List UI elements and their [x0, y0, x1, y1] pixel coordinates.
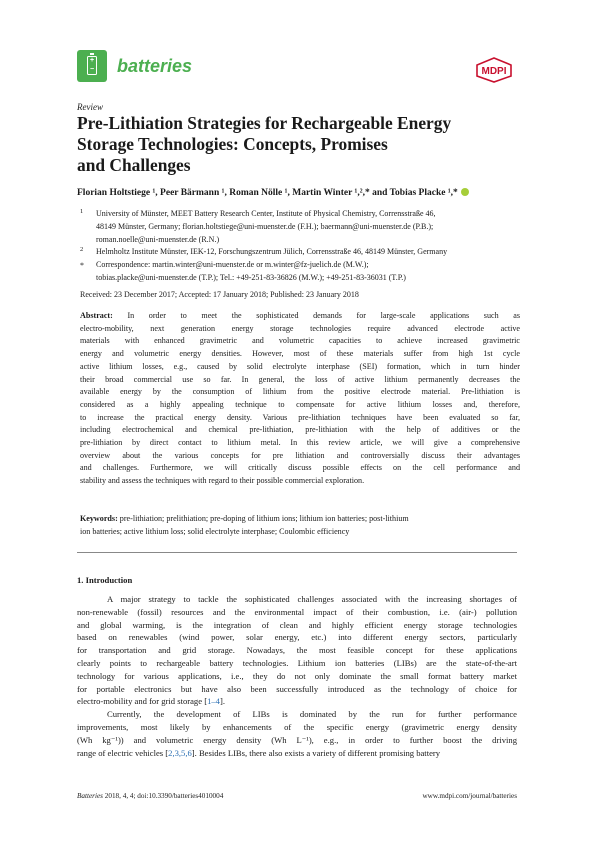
affiliation-line: Helmholtz Institute Münster, IEK-12, Forschungszentrum Jülich, Corrensstraße 46, 48149 Münster, Germany — [96, 247, 448, 257]
abstract-line: considered as a highly appealing technique to compensate for active lithium losses and, therefore, — [80, 399, 520, 409]
body-text-fragment: electro-mobility and for grid storage [ — [77, 696, 208, 707]
title-line: Storage Technologies: Concepts, Promises — [77, 134, 388, 154]
abstract-line: and challenges. Furthermore, we will critically discuss possible effects on the cell performance and — [80, 463, 520, 473]
section-heading: 1. Introduction — [77, 575, 133, 585]
correspondence-marker: * — [80, 261, 84, 271]
body-text-fragment: ]. — [219, 696, 225, 707]
keywords-line: ion batteries; active lithium loss; solid electrolyte interphase; Coulombic efficiency — [80, 526, 350, 536]
keywords — [80, 513, 520, 538]
abstract-line: available energy by the consumption of lithium from the positive electrode material. Pre-lithiation is — [80, 387, 520, 397]
body-line: improvements, most likely by enhancements of the specific energy (gravimetric energy density — [77, 721, 517, 732]
title-line: and Challenges — [77, 155, 191, 175]
footer-journal: Batteries — [77, 792, 103, 800]
introduction-body — [77, 593, 517, 759]
body-text-fragment: ]. Besides LIBs, there also exists a variety of different promising battery — [191, 747, 441, 758]
abstract-line: to increase the practical energy density. Various pre-lithiation techniques have been evaluated so far, — [80, 412, 520, 422]
abstract-line: overview about the various concepts for pre lithiation and controversially discuss their advantages — [80, 450, 520, 460]
affiliation-line: University of Münster, MEET Battery Research Center, Institute of Physical Chemistry, Corrensstraße 46, — [96, 209, 436, 218]
battery-journal-icon — [77, 50, 107, 82]
title-line: Pre-Lithiation Strategies for Rechargeable Energy — [77, 113, 452, 133]
abstract-line: electro-mobility, next generation energy storage technologies require advanced electrode active — [80, 323, 520, 333]
affiliation-item — [80, 246, 520, 259]
body-line: Currently, the development of LIBs is dominated by the run for further performance — [107, 709, 517, 720]
body-line — [77, 695, 517, 708]
body-line: non-renewable (fossil) resources and the environmental impact of their combustion, i.e. (air-) pollution — [77, 606, 517, 617]
body-text-fragment: range of electric vehicles [ — [77, 747, 169, 758]
affiliation-line[interactable]: 48149 Münster, Germany; florian.holtstiege@uni-muenster.de (F.H.); baermann@uni-muenster.de (P.B.); — [96, 221, 434, 231]
abstract-line: energy and volumetric energy densities. However, most of these materials suffer from high 1st cycle — [80, 349, 520, 359]
abstract-line: active lithium losses, e.g., caused by solid electrolyte interphase (SEI) formation, which in turn hinder — [80, 361, 520, 371]
abstract-line: stability and assess the techniques with regard to their possible commercial exploration. — [80, 476, 365, 486]
body-line: (Wh kg⁻¹)) and volumetric energy density (Wh L⁻¹), e.g., in order to further boost the driving — [77, 734, 517, 745]
abstract-line: their broad commercial use so far. In general, the loss of active lithium permanently decreases the — [80, 374, 520, 384]
abstract — [80, 310, 520, 488]
minus-sign: − — [89, 66, 95, 73]
journal-name[interactable]: batteries — [117, 56, 193, 76]
affiliation-line[interactable]: roman.noelle@uni-muenster.de (R.N.) — [96, 234, 220, 244]
mdpi-logo-text: MDPI — [481, 66, 507, 77]
affiliations — [80, 208, 520, 285]
affiliation-item — [80, 208, 520, 246]
body-line: based on renewables (wind power, solar energy, etc.) into different energy sectors, particularly — [77, 632, 517, 643]
abstract-first-line: In order to meet the sophisticated demands for large-scale applications such as — [127, 311, 520, 320]
battery-icon — [87, 56, 97, 75]
citation-link[interactable]: 2,3,5,6 — [168, 747, 192, 758]
article-type: Review — [77, 102, 103, 112]
keywords-label: Keywords: — [80, 514, 118, 523]
author-list — [77, 188, 469, 198]
body-line: for portable electronics but have also been successfully introduced as the technology of choice for — [77, 683, 517, 694]
article-title — [77, 113, 497, 176]
abstract-line: pre-lithiation by direct contact to lithium metal. In this review article, we will give a comprehensive — [80, 438, 520, 448]
publication-dates: Received: 23 December 2017; Accepted: 17 January 2018; Published: 23 January 2018 — [80, 290, 359, 299]
mdpi-logo-icon[interactable] — [474, 57, 514, 83]
body-line: and global warming, is the integration of clean and highly efficient energy storage technologies — [77, 619, 517, 630]
body-line — [77, 747, 517, 760]
body-line: A major strategy to tackle the sophisticated challenges associated with the increasing shortages of — [107, 594, 517, 604]
correspondence — [80, 259, 520, 285]
abstract-label: Abstract: — [80, 311, 113, 320]
plus-sign: + — [89, 57, 95, 64]
journal-header — [77, 50, 517, 84]
keywords-line — [80, 513, 520, 526]
body-line: clearly points to rechargeable battery technologies. Lithium ion batteries (LIBs) are the state-of-the-art — [77, 657, 517, 668]
correspondence-line[interactable]: tobias.placke@uni-muenster.de (T.P.); Tel.: +49-251-83-36826 (M.W.); +49-251-83-36031 (T.P.) — [96, 272, 406, 282]
orcid-icon[interactable] — [461, 188, 469, 196]
correspondence-line[interactable]: Correspondence: martin.winter@uni-muenster.de or m.winter@fz-juelich.de (M.W.); — [96, 260, 369, 270]
affiliation-marker: 1 — [80, 208, 84, 215]
journal-url[interactable]: www.mdpi.com/journal/batteries — [422, 792, 517, 800]
authors-text: Florian Holtstiege ¹, Peer Bärmann ¹, Roman Nölle ¹, Martin Winter ¹,²,* and Tobias Placke ¹,* — [77, 188, 458, 198]
body-line: for transportation and grid storage. Nowadays, the most feasible concept for these applications — [77, 645, 517, 656]
affiliation-marker: 2 — [80, 246, 84, 254]
abstract-line: including electrochemical and chemical pre-lithiation, pre-lithiation with the help of additives or the — [80, 425, 520, 435]
abstract-line: materials with enhanced gravimetric and volumetric capacities to achieve increased gravimetric — [80, 336, 520, 346]
abstract-line — [80, 310, 520, 323]
citation-info — [77, 792, 223, 800]
body-line: technology for various applications, i.e., they do not only dominate the small format battery market — [77, 670, 517, 681]
section-divider — [77, 552, 517, 553]
keywords-text: pre-lithiation; prelithiation; pre-doping of lithium ions; lithium ion batteries; post-lithium — [119, 514, 409, 523]
footer-citation[interactable]: 2018, 4, 4; doi:10.3390/batteries4010004 — [104, 792, 224, 800]
citation-link[interactable]: 1–4 — [207, 696, 220, 707]
